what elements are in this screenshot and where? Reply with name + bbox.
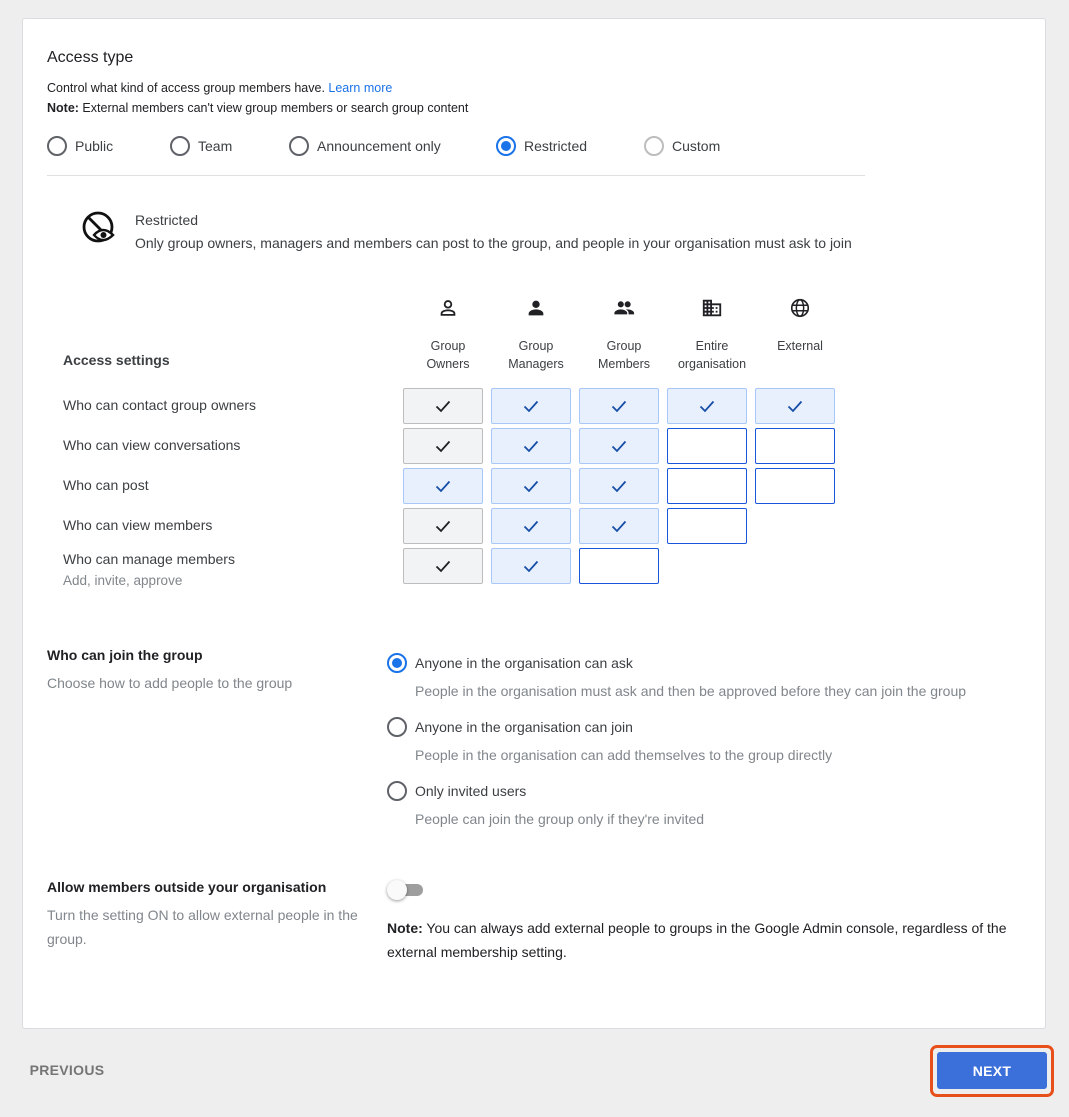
person-icon [496,297,576,319]
check-icon [609,436,629,456]
column-header-external [760,337,840,355]
check-icon [433,476,453,496]
globe-icon [760,297,840,319]
note-label: Note: [47,101,79,115]
check-icon [697,396,717,416]
column-header-line: Group [518,339,554,353]
access-type-radio-group [47,136,867,158]
row-label-view-members: Who can view members [63,517,213,533]
column-header-managers [496,337,576,373]
restricted-info-title: Restricted [135,212,199,228]
check-icon [521,476,541,496]
checkbox-cell-empty[interactable] [667,428,747,464]
checkbox-cell[interactable] [579,428,659,464]
radio-label: Only invited users [415,783,527,799]
checkbox-cell[interactable] [403,428,483,464]
access-type-announcement-only[interactable] [289,136,441,156]
checkbox-cell[interactable] [579,508,659,544]
checkbox-cell[interactable] [403,388,483,424]
domain-icon [672,297,752,319]
external-note [387,916,1027,964]
radio-label: Custom [672,138,721,154]
check-icon [609,516,629,536]
access-type-team[interactable] [170,136,232,156]
column-header-line: Entire [695,339,729,353]
checkbox-cell-empty[interactable] [667,508,747,544]
radio-button[interactable] [387,781,407,801]
check-icon [609,396,629,416]
divider [47,175,865,176]
row-label-view-conversations: Who can view conversations [63,437,241,453]
group-settings-card [22,18,1046,1029]
external-members-toggle[interactable] [387,880,425,900]
column-header-line: External [777,339,823,353]
join-option-join[interactable] [387,717,633,737]
radio-button[interactable] [644,136,664,156]
access-type-custom[interactable] [644,136,720,156]
person-outline-icon [408,297,488,319]
access-settings-title: Access settings [63,352,170,368]
checkbox-cell[interactable] [491,508,571,544]
visibility-restricted-icon [81,210,119,248]
radio-button[interactable] [170,136,190,156]
radio-button-checked[interactable] [387,653,407,673]
check-icon [433,516,453,536]
access-type-note [47,101,468,115]
check-icon [433,556,453,576]
external-section-title: Allow members outside your organisation [47,879,327,895]
checkbox-cell-empty[interactable] [755,468,835,504]
row-label-contact-owners: Who can contact group owners [63,397,256,413]
check-icon [521,396,541,416]
external-note-text: You can always add external people to groups in the Google Admin console, regardless of the external membership setting. [387,920,1007,960]
radio-button[interactable] [289,136,309,156]
checkbox-cell[interactable] [667,388,747,424]
checkbox-cell[interactable] [491,428,571,464]
radio-label: Anyone in the organisation can ask [415,655,633,671]
checkbox-cell-empty[interactable] [755,428,835,464]
row-sublabel-manage-members: Add, invite, approve [63,573,183,588]
access-type-public[interactable] [47,136,113,156]
restricted-info-description: Only group owners, managers and members can post to the group, and people in your organisation must ask to join [135,235,852,251]
checkbox-cell[interactable] [403,548,483,584]
external-section-subtitle: Turn the setting ON to allow external people in the group. [47,907,358,947]
radio-button-checked[interactable] [496,136,516,156]
people-icon [584,297,664,319]
radio-button[interactable] [47,136,67,156]
note-text: External members can't view group members or search group content [78,101,469,115]
column-header-line: Managers [508,357,564,371]
checkbox-cell[interactable] [579,388,659,424]
check-icon [609,476,629,496]
column-header-line: organisation [677,357,747,371]
radio-button[interactable] [387,717,407,737]
access-type-description [47,81,392,95]
column-header-line: Owners [426,357,470,371]
column-header-line: Members [597,357,651,371]
row-label-manage-members: Who can manage members [63,551,235,567]
radio-label: Public [75,138,114,154]
check-icon [785,396,805,416]
column-header-members [584,337,664,373]
join-option-ask[interactable] [387,653,633,673]
radio-label: Team [198,138,233,154]
toggle-knob [387,880,407,900]
checkbox-cell[interactable] [579,468,659,504]
radio-label: Anyone in the organisation can join [415,719,633,735]
join-option-invited-description: People can join the group only if they're invited [415,811,705,827]
check-icon [521,556,541,576]
checkbox-cell[interactable] [403,468,483,504]
access-type-restricted[interactable] [496,136,587,156]
join-option-invited[interactable] [387,781,526,801]
access-type-title: Access type [47,49,134,66]
check-icon [433,436,453,456]
access-type-description-text: Control what kind of access group members have. [47,81,325,95]
check-icon [521,436,541,456]
join-option-join-description: People in the organisation can add themselves to the group directly [415,747,833,763]
check-icon [433,396,453,416]
check-icon [521,516,541,536]
column-header-line: Group [606,339,642,353]
learn-more-link[interactable]: Learn more [328,81,393,95]
column-header-owners [408,337,488,373]
checkbox-cell[interactable] [491,548,571,584]
row-label-post: Who can post [63,477,149,493]
join-section-subtitle: Choose how to add people to the group [47,675,293,691]
checkbox-cell-empty[interactable] [579,548,659,584]
radio-label: Announcement only [317,138,441,154]
join-option-ask-description: People in the organisation must ask and then be approved before they can join the group [415,683,967,699]
join-section-title: Who can join the group [47,647,203,663]
radio-label: Restricted [524,138,588,154]
column-header-organisation [672,337,752,373]
checkbox-cell[interactable] [491,388,571,424]
column-header-line: Group [430,339,466,353]
checkbox-cell-empty[interactable] [667,468,747,504]
next-button[interactable]: NEXT [937,1052,1047,1089]
previous-button[interactable]: PREVIOUS [29,1062,105,1078]
checkbox-cell[interactable] [403,508,483,544]
external-note-label: Note: [387,920,423,936]
checkbox-cell[interactable] [755,388,835,424]
checkbox-cell[interactable] [491,468,571,504]
